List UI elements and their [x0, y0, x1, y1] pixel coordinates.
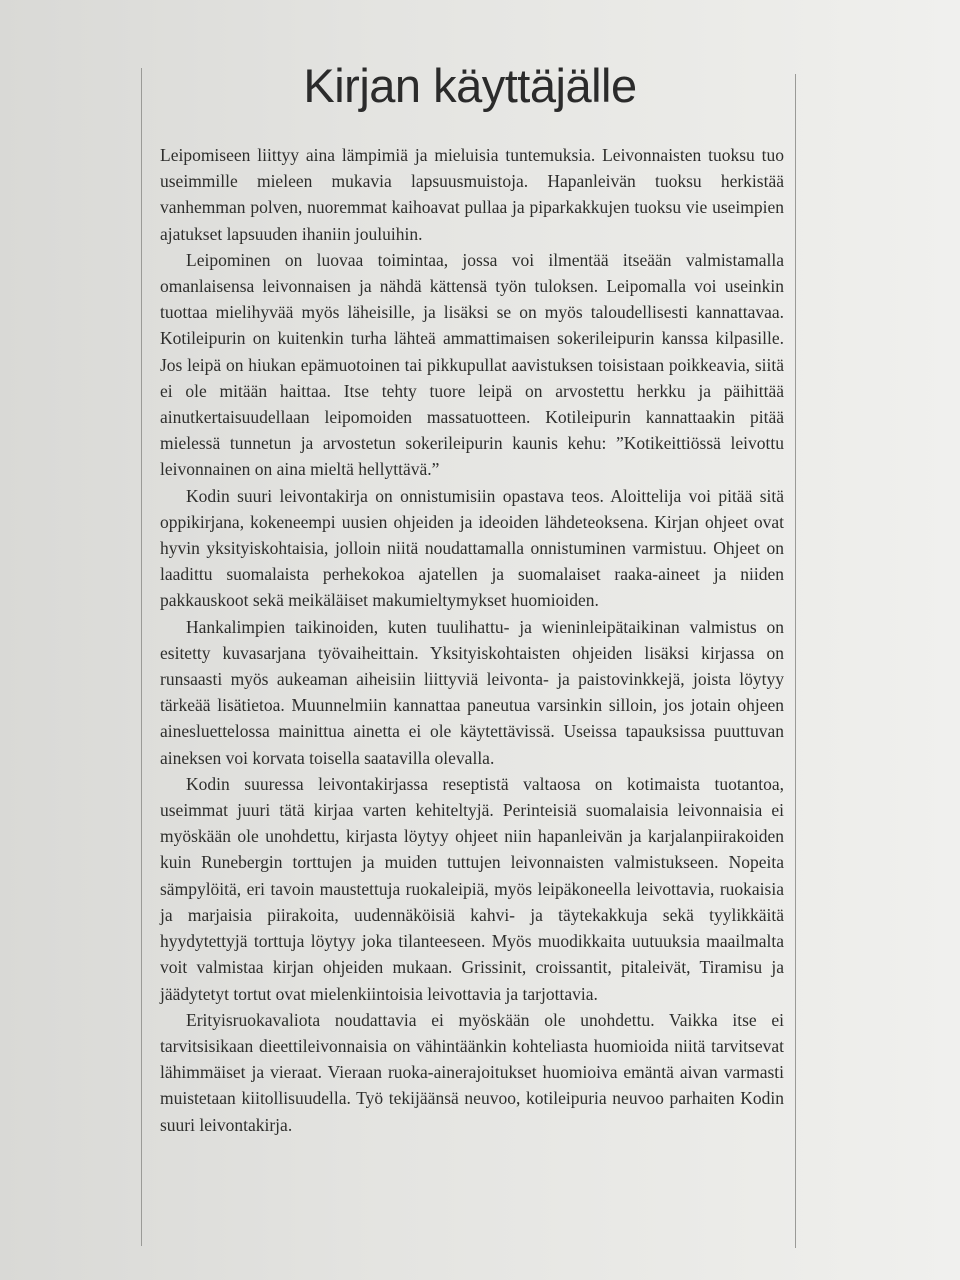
paragraph-4: Hankalimpien taikinoiden, kuten tuulihattu- ja wieninleipätaikinan valmistus on esitetty kuvasarjana työvaiheittain. Yksityiskohtaisten ohjeiden lisäksi kirjassa on runsaasti myös aukeaman aiheisiin liittyviä leivonta- ja paistovinkkejä, joista löytyy tärkeää lisätietoa. Muunnelmiin kannattaa paneutua varsinkin silloin, jos jotain ohjeen ainesluettelossa mainittua ainetta ei ole käytettävissä. Useissa tapauksissa puuttuvan aineksen voi korvata toisella saatavilla olevalla.: [160, 616, 784, 768]
paragraph-5: Kodin suuressa leivontakirjassa reseptistä valtaosa on kotimaista tuotantoa, useimmat juuri tätä kirjaa varten kehiteltyjä. Perinteisiä suomalaisia leivonnaisia ei myöskään ole unohdettu, kirjasta löytyy ohjeet niin hapanleivän ja karjalanpiirakoiden kuin Runebergin torttujen ja muiden tuttujen leivonnaisten valmistukseen. Nopeita sämpylöitä, eri tavoin maustettuja ruokaleipiä, myös leipäkoneella leivottavia, ruokaisia ja marjaisia piirakoita, uudennäköisiä kahvi- ja täytekakkuja sekä tyylikkäitä hyydytettyjä torttuja löytyy joka tilanteeseen. Myös muodikkaita uutuuksia maailmalta voit valmistaa kirjan ohjeiden mukaan. Grissinit, croissantit, pitaleivät, Tiramisu ja jäädytetyt tortut ovat mielenkiintoisia leivottavia ja tarjottavia.: [160, 773, 784, 1004]
paragraph-6: Erityisruokavaliota noudattavia ei myöskään ole unohdettu. Vaikka itse ei tarvitsisikaan dieettileivonnaisia on vähintäänkin kohteliasta huomioida niitä tarvitsevat lähimmäiset ja vieraat. Vieraan ruoka-ainerajoitukset huomioiva emäntä aivan varmasti muistetaan kiitollisuudella. Työ tekijäänsä neuvoo, kotileipuria neuvoo parhaiten Kodin suuri leivontakirja.: [160, 1009, 784, 1135]
paragraph-1: Leipomiseen liittyy aina lämpimiä ja mieluisia tuntemuksia. Leivonnaisten tuoksu tuo useimmille mieleen mukavia lapsuusmuistoja. Hapanleivän tuoksu herkistää vanhemman polven, nuoremmat kaihoavat pullaa ja piparkakkujen tuoksu vie useimpien ajatukset lapsuuden ihaniin jouluihin.: [160, 145, 784, 244]
page-title: Kirjan käyttäjälle: [303, 59, 637, 112]
body-text: [160, 142, 784, 1138]
left-margin-rule: [141, 68, 142, 1246]
right-margin-rule: [795, 74, 796, 1248]
paragraph-3: Kodin suuri leivontakirja on onnistumisiin opastava teos. Aloittelija voi pitää sitä oppikirjana, kokeneempi uusien ohjeiden ja ideoiden lähdeteoksena. Kirjan ohjeet ovat hyvin yksityiskohtaisia, jolloin niitä noudattamalla onnistuminen varmistuu. Ohjeet on laadittu suomalaista perhekokoa ajatellen ja suomalaiset raaka-aineet ja niiden pakkauskoot sekä meikäläiset makumieltymykset huomioiden.: [160, 485, 784, 611]
paragraph-2: Leipominen on luovaa toimintaa, jossa voi ilmentää itseään valmistamalla omanlaisensa leivonnaisen ja nähdä kättensä työn tuloksen. Leipomalla voi useinkin tuottaa mielihyvää myös läheisille, ja lisäksi se on myös taloudellisesti kannattavaa. Kotileipurin on kuitenkin turha lähteä ammattimaisen sokerileipurin kanssa kilpasille. Jos leipä on hiukan epämuotoinen tai pikkupullat aavistuksen toisistaan poikkeavia, siitä ei ole mitään haittaa. Itse tehty tuore leipä on arvostettu herkku ja päihittää ainutkertaisuudellaan leipomoiden massatuotteen. Kotileipurin kannattaakin pitää mielessä tunnetun ja arvostetun sokerileipurin kaunis kehu: ”Kotikeittiössä leivottu leivonnainen on aina mieltä hellyttävä.”: [160, 249, 784, 480]
